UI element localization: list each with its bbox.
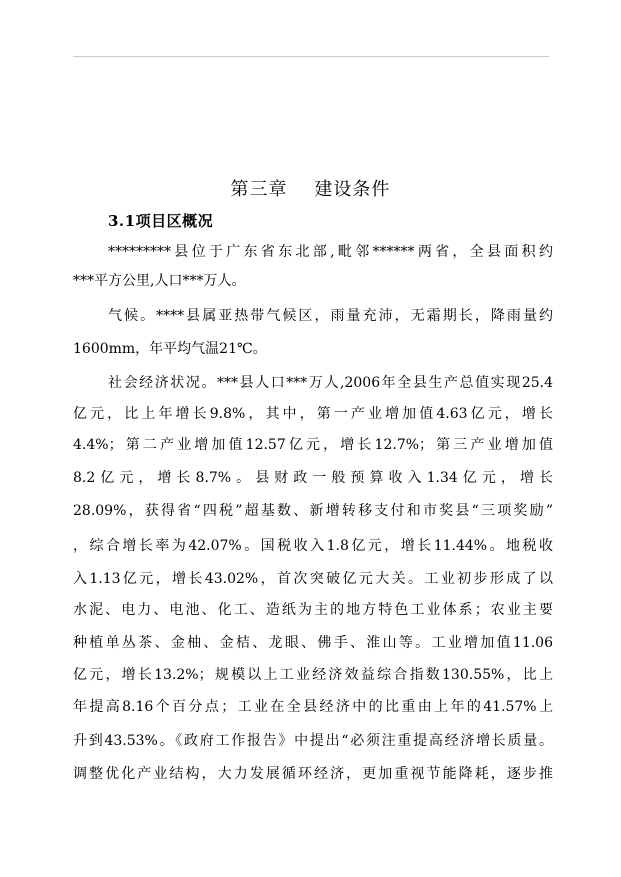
paragraph-line: 年提高8.16个百分点；工业在全县经济中的比重由上年的41.57%上 [73, 699, 553, 715]
paragraph-line: 升到43.53%。《政府工作报告》中提出“必须注重提高经济增长质量。 [73, 733, 553, 749]
paragraph-line: 种植单丛茶、金柚、金桔、龙眼、佛手、淮山等。工业增加值11.06 [73, 635, 553, 651]
section-heading: 3.1项目区概况 [108, 212, 214, 230]
paragraph-line: 8.2亿元，增长8.7%。县财政一般预算收入1.34亿元，增长 [73, 470, 553, 486]
paragraph-line: ，综合增长率为42.07%。国税收入1.8亿元，增长11.44%。地税收 [73, 538, 553, 554]
paragraph-line: 亿元，增长13.2%；规模以上工业经济效益综合指数130.55%，比上 [73, 667, 553, 683]
paragraph-line: 入1.13亿元，增长43.02%，首次突破亿元大关。工业初步形成了以 [73, 571, 553, 587]
chapter-title: 第三章 建设条件 [230, 179, 391, 200]
paragraph-line: 4.4%；第二产业增加值12.57亿元，增长12.7%；第三产业增加值 [73, 437, 553, 453]
paragraph-line: 气候。****县属亚热带气候区，雨量充沛，无霜期长，降雨量约 [108, 308, 553, 324]
paragraph-line: 水泥、电力、电池、化工、造纸为主的地方特色工业体系；农业主要 [73, 602, 553, 618]
paragraph-line: 社会经济状况。***县人口***万人,2006年全县生产总值实现25.4 [108, 375, 553, 391]
paragraph-line: ***平方公里,人口***万人。 [73, 273, 246, 289]
paragraph-line: 28.09%，获得省“四税”超基数、新增转移支付和市奖县“三项奖励” [73, 503, 553, 519]
paragraph-line: *********县位于广东省东北部,毗邻******两省，全县面积约 [108, 244, 553, 260]
paragraph-line: 调整优化产业结构，大力发展循环经济，更加重视节能降耗，逐步推 [73, 766, 553, 782]
paragraph-line: 1600mm，年平均气温21℃。 [73, 341, 267, 357]
paragraph-line: 亿元，比上年增长9.8%，其中，第一产业增加值4.63亿元，增长 [73, 406, 553, 422]
header-rule [73, 56, 549, 57]
